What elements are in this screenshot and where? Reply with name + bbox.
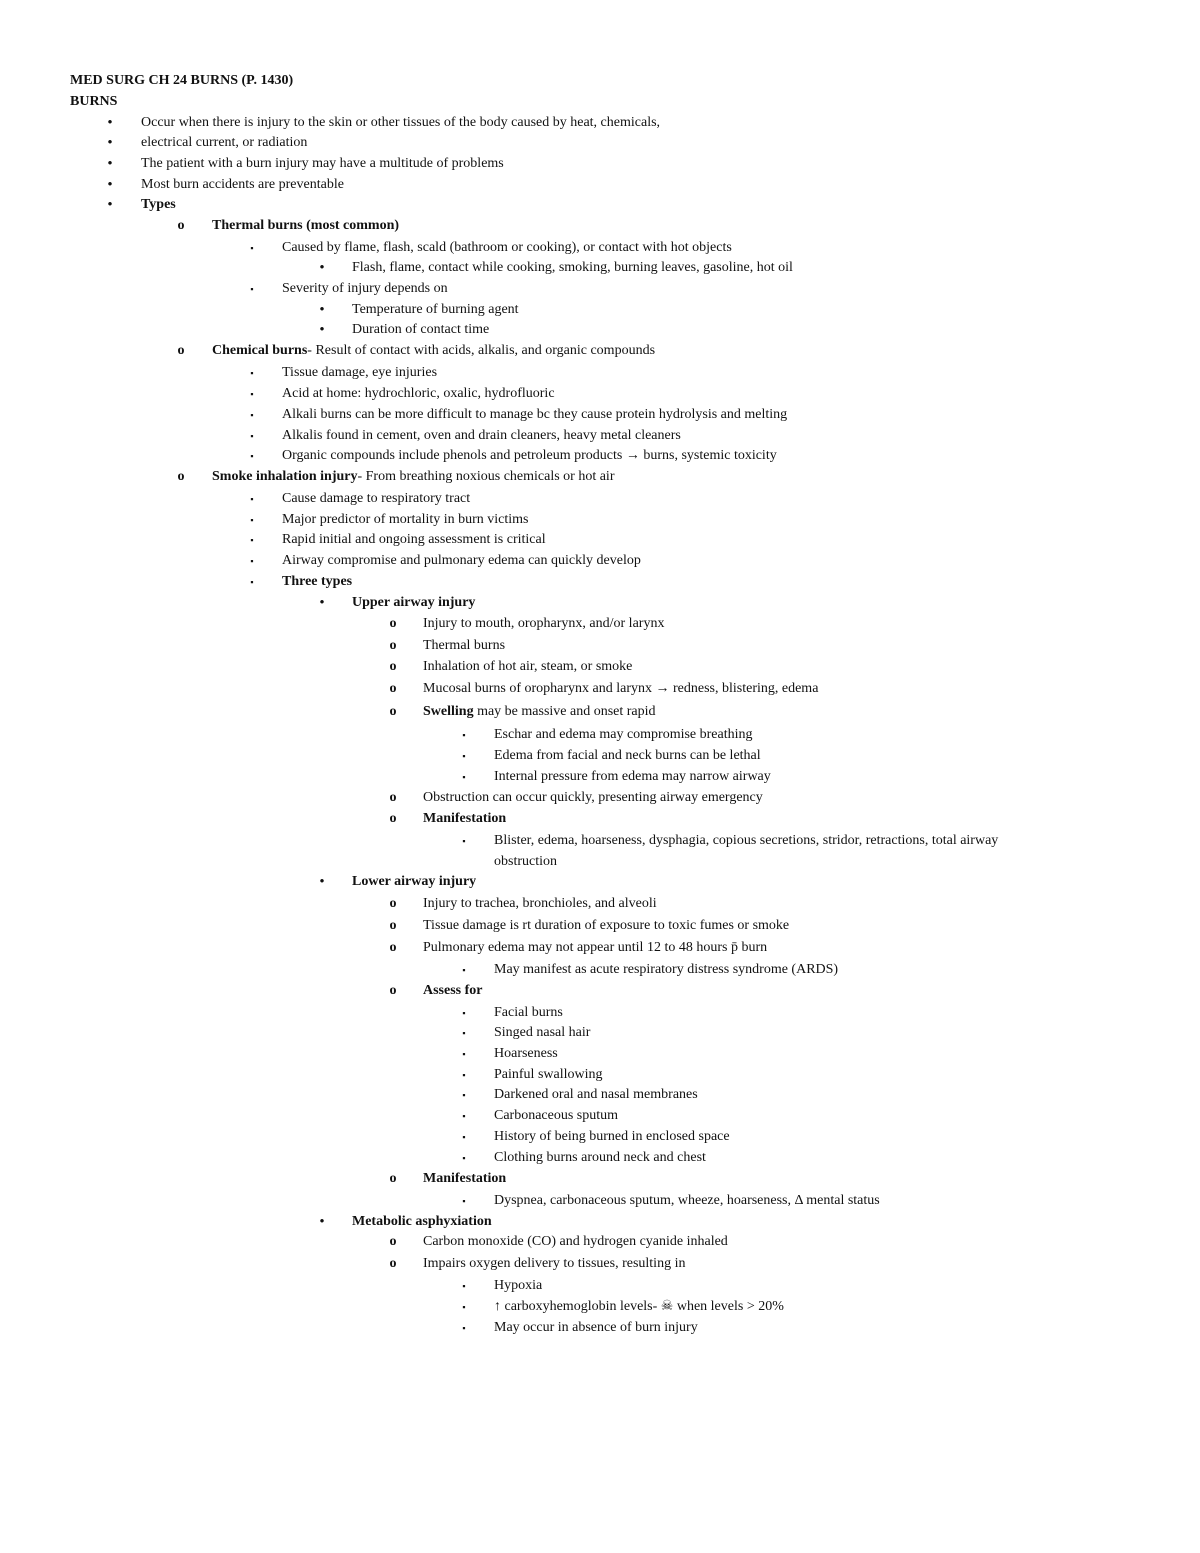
outline-line <box>0 572 1140 592</box>
outline-line <box>0 195 1140 215</box>
line-text: - Result of contact with acids, alkalis, and organic compounds <box>307 343 656 358</box>
bullet-marker: ▪ <box>462 1028 466 1038</box>
bold-term: Three types <box>282 574 353 589</box>
section-heading <box>0 92 1140 112</box>
outline-line-text <box>282 446 777 466</box>
outline-line <box>0 300 1140 320</box>
bullet-marker: ▪ <box>462 751 466 761</box>
bullet-marker: ▪ <box>250 410 254 420</box>
bullet-marker: ▪ <box>462 1111 466 1121</box>
bullet-marker: ▪ <box>462 1302 466 1312</box>
outline-line <box>0 809 1140 829</box>
outline-line <box>0 363 1140 383</box>
bullet-marker: o <box>389 704 397 719</box>
line-text: May occur in absence of burn injury <box>494 1320 698 1335</box>
line-text: Alkali burns can be more difficult to manage bc they cause protein hydrolysis and melting <box>282 407 788 422</box>
outline-line-text <box>141 113 660 133</box>
outline-line-text <box>494 1085 698 1105</box>
outline-line <box>0 489 1140 509</box>
bullet-marker: • <box>107 135 113 151</box>
outline-line-text <box>212 467 614 487</box>
bullet-marker: ▪ <box>250 368 254 378</box>
bullet-marker: ▪ <box>462 1070 466 1080</box>
line-text: Inhalation of hot air, steam, or smoke <box>423 659 633 674</box>
outline-line-text <box>141 154 504 174</box>
outline-line-text <box>423 614 664 634</box>
outline-line <box>0 279 1140 299</box>
outline-line <box>0 614 1140 634</box>
outline-line <box>0 593 1140 613</box>
outline-line <box>0 320 1140 340</box>
outline-line-text <box>423 894 657 914</box>
bullet-marker: o <box>177 343 185 358</box>
line-text: Tissue damage, eye injuries <box>282 365 438 380</box>
bullet-marker: ▪ <box>462 836 466 846</box>
line-text: Impairs oxygen delivery to tissues, resulting in <box>423 1256 686 1271</box>
line-text: Darkened oral and nasal membranes <box>494 1087 698 1102</box>
bold-term: Assess for <box>423 983 483 998</box>
bullet-marker: • <box>107 197 113 213</box>
outline-line-text <box>352 300 519 320</box>
bullet-marker: o <box>177 218 185 233</box>
line-text: Eschar and edema may compromise breathing <box>494 727 753 742</box>
line-text: Most burn accidents are preventable <box>141 177 344 192</box>
bullet-marker: o <box>389 638 397 653</box>
outline-line-text <box>423 636 505 656</box>
line-text: Duration of contact time <box>352 322 490 337</box>
bullet-marker: ▪ <box>462 1153 466 1163</box>
bullet-marker: ▪ <box>250 556 254 566</box>
outline-line-text <box>282 510 529 530</box>
outline-line-text <box>352 593 475 613</box>
outline-line-text <box>423 1169 506 1189</box>
line-text: ↑ carboxyhemoglobin levels- ☠ when levels > 20% <box>494 1299 784 1314</box>
bullet-marker: ▪ <box>250 451 254 461</box>
bullet-marker: • <box>319 595 325 611</box>
line-text: Organic compounds include phenols and petroleum products → burns, systemic toxicity <box>282 448 777 463</box>
outline-line-text <box>282 572 352 592</box>
bold-term: Upper airway injury <box>352 595 476 610</box>
outline-line-text <box>423 1232 728 1252</box>
bullet-marker: • <box>319 874 325 890</box>
bullet-marker: ▪ <box>462 1196 466 1206</box>
outline-line-text <box>494 831 998 851</box>
line-text: Rapid initial and ongoing assessment is critical <box>282 532 546 547</box>
outline-line-text <box>494 960 838 980</box>
bullet-marker: o <box>389 790 397 805</box>
bullet-marker: o <box>389 918 397 933</box>
outline-line-text <box>141 175 344 195</box>
outline-line <box>0 530 1140 550</box>
outline-line <box>0 679 1140 699</box>
line-text: Severity of injury depends on <box>282 281 448 296</box>
bold-term: Lower airway injury <box>352 874 477 889</box>
outline-line <box>0 1191 1140 1211</box>
outline-line-text <box>352 258 793 278</box>
bullet-marker: • <box>319 260 325 276</box>
bullet-marker: ▪ <box>250 389 254 399</box>
bullet-marker: ▪ <box>250 243 254 253</box>
line-text: Facial burns <box>494 1005 563 1020</box>
outline-line-text <box>282 405 787 425</box>
outline-line <box>0 1276 1140 1296</box>
outline-line <box>0 1003 1140 1023</box>
outline-line-text <box>282 279 448 299</box>
outline-line-text <box>494 1065 603 1085</box>
bullet-marker: ▪ <box>462 1090 466 1100</box>
bold-term: Types <box>141 197 176 212</box>
bullet-marker: ▪ <box>250 577 254 587</box>
bullet-marker: o <box>389 811 397 826</box>
line-text: Hypoxia <box>494 1278 543 1293</box>
outline-line <box>0 960 1140 980</box>
outline-line <box>0 1085 1140 1105</box>
line-text: Occur when there is injury to the skin or other tissues of the body caused by heat, chemicals, <box>141 115 661 130</box>
bold-term: Smoke inhalation injury <box>212 469 358 484</box>
outline-line-text <box>494 1191 880 1211</box>
outline-line-text <box>352 1212 492 1232</box>
bullet-marker: ▪ <box>462 1008 466 1018</box>
outline-line <box>0 636 1140 656</box>
line-text: Hoarseness <box>494 1046 558 1061</box>
line-text: Caused by flame, flash, scald (bathroom or cooking), or contact with hot objects <box>282 240 732 255</box>
line-text: Flash, flame, contact while cooking, smoking, burning leaves, gasoline, hot oil <box>352 260 793 275</box>
line-text: Alkalis found in cement, oven and drain cleaners, heavy metal cleaners <box>282 428 681 443</box>
page-title-text: MED SURG CH 24 BURNS (P. 1430) <box>70 73 294 88</box>
outline-line-text <box>494 1148 706 1168</box>
line-text: - From breathing noxious chemicals or hot air <box>357 469 615 484</box>
line-text: Injury to mouth, oropharynx, and/or larynx <box>423 616 665 631</box>
outline-line <box>0 1065 1140 1085</box>
line-text: Tissue damage is rt duration of exposure to toxic fumes or smoke <box>423 918 790 933</box>
outline-line <box>0 1169 1140 1189</box>
bold-term: Manifestation <box>423 1171 507 1186</box>
outline-line <box>0 1254 1140 1274</box>
bullet-marker: o <box>389 659 397 674</box>
outline-line <box>0 238 1140 258</box>
bullet-marker: ▪ <box>250 431 254 441</box>
outline-line-text <box>494 1297 784 1317</box>
outline-line <box>0 894 1140 914</box>
outline-line-text <box>423 981 483 1001</box>
outline-line-text <box>282 363 437 383</box>
line-text: Obstruction can occur quickly, presenting airway emergency <box>423 790 763 805</box>
outline-line <box>0 426 1140 446</box>
outline-line <box>0 981 1140 1001</box>
outline-line-text <box>423 938 767 958</box>
line-text: History of being burned in enclosed space <box>494 1129 730 1144</box>
bullet-marker: • <box>107 115 113 131</box>
outline-line <box>0 702 1140 722</box>
line-text: Mucosal burns of oropharynx and larynx → redness, blistering, edema <box>423 681 819 696</box>
line-text: may be massive and onset rapid <box>473 704 656 719</box>
outline-line <box>0 1297 1140 1317</box>
outline-line-text <box>141 133 307 153</box>
line-text: Pulmonary edema may not appear until 12 to 48 hours p̄ burn <box>423 940 768 955</box>
outline-line <box>0 551 1140 571</box>
line-text: Singed nasal hair <box>494 1025 591 1040</box>
outline-line <box>0 133 1140 153</box>
outline-line <box>0 767 1140 787</box>
outline-line-text <box>352 872 476 892</box>
outline-line-text <box>423 1254 685 1274</box>
line-text: obstruction <box>494 854 557 869</box>
outline-line-text <box>282 530 546 550</box>
outline-line <box>0 1044 1140 1064</box>
outline-line <box>0 341 1140 361</box>
outline-line <box>0 852 1140 872</box>
outline-line <box>0 657 1140 677</box>
bold-term: Manifestation <box>423 811 507 826</box>
line-text: Acid at home: hydrochloric, oxalic, hydrofluoric <box>282 386 555 401</box>
line-text: Clothing burns around neck and chest <box>494 1150 706 1165</box>
bold-term: Swelling <box>423 704 474 719</box>
line-text: May manifest as acute respiratory distress syndrome (ARDS) <box>494 962 839 977</box>
outline-line-text <box>141 195 176 215</box>
bullet-marker: • <box>319 302 325 318</box>
outline-line <box>0 831 1140 851</box>
outline-line-text <box>423 809 506 829</box>
line-text: Thermal burns <box>423 638 506 653</box>
outline-line <box>0 1023 1140 1043</box>
outline-line <box>0 746 1140 766</box>
bullet-marker: ▪ <box>462 965 466 975</box>
bullet-marker: • <box>107 177 113 193</box>
outline-line-text <box>282 238 732 258</box>
outline-line <box>0 1106 1140 1126</box>
bullet-marker: ▪ <box>250 515 254 525</box>
bullet-marker: ▪ <box>250 494 254 504</box>
line-text: Internal pressure from edema may narrow airway <box>494 769 771 784</box>
line-text: Carbonaceous sputum <box>494 1108 619 1123</box>
outline-line <box>0 467 1140 487</box>
outline-line-text <box>282 426 681 446</box>
outline-line <box>0 216 1140 236</box>
outline-line-text <box>423 657 632 677</box>
bullet-marker: o <box>389 1256 397 1271</box>
outline-line-text <box>423 916 789 936</box>
bullet-marker: • <box>107 156 113 172</box>
page-title <box>0 71 1140 91</box>
line-text: electrical current, or radiation <box>141 135 308 150</box>
bullet-marker: o <box>389 1171 397 1186</box>
outline-line-text <box>494 767 771 787</box>
outline-line <box>0 938 1140 958</box>
outline-line-text <box>494 1276 542 1296</box>
line-text: Blister, edema, hoarseness, dysphagia, copious secretions, stridor, retractions, total airway <box>494 833 999 848</box>
bullet-marker: ▪ <box>462 1132 466 1142</box>
bold-term: Thermal burns (most common) <box>212 218 400 233</box>
outline-line-text <box>494 1318 698 1338</box>
bold-term: Chemical burns <box>212 343 308 358</box>
outline-line <box>0 725 1140 745</box>
outline-line-text <box>494 1106 618 1126</box>
bullet-marker: ▪ <box>462 1281 466 1291</box>
line-text: Cause damage to respiratory tract <box>282 491 471 506</box>
outline-line <box>0 1212 1140 1232</box>
line-text: Edema from facial and neck burns can be lethal <box>494 748 761 763</box>
bullet-marker: o <box>177 469 185 484</box>
line-text: Major predictor of mortality in burn victims <box>282 512 529 527</box>
outline-line-text <box>494 1127 730 1147</box>
outline-line <box>0 510 1140 530</box>
bullet-marker: ▪ <box>462 730 466 740</box>
bullet-marker: • <box>319 322 325 338</box>
bullet-marker: o <box>389 616 397 631</box>
line-text: Dyspnea, carbonaceous sputum, wheeze, hoarseness, Δ mental status <box>494 1193 880 1208</box>
line-text: The patient with a burn injury may have a multitude of problems <box>141 156 504 171</box>
line-text: Airway compromise and pulmonary edema can quickly develop <box>282 553 641 568</box>
outline-line <box>0 788 1140 808</box>
bullet-marker: ▪ <box>250 284 254 294</box>
outline-line-text <box>423 679 818 699</box>
outline-line-text <box>282 551 641 571</box>
outline-line-text <box>494 725 753 745</box>
outline-line <box>0 113 1140 133</box>
outline-line-text <box>423 788 763 808</box>
outline-line-text <box>282 384 555 404</box>
outline-line-text <box>494 852 557 872</box>
outline-line <box>0 154 1140 174</box>
bullet-marker: o <box>389 1234 397 1249</box>
bullet-marker: ▪ <box>462 1049 466 1059</box>
line-text: Carbon monoxide (CO) and hydrogen cyanide inhaled <box>423 1234 728 1249</box>
bullet-marker: • <box>319 1214 325 1230</box>
outline-line <box>0 916 1140 936</box>
bullet-marker: ▪ <box>462 1323 466 1333</box>
bullet-marker: ▪ <box>462 772 466 782</box>
outline-line-text <box>423 702 656 722</box>
outline-line <box>0 446 1140 466</box>
outline-line-text <box>494 1023 590 1043</box>
outline-line <box>0 1148 1140 1168</box>
outline-line <box>0 1127 1140 1147</box>
outline-line <box>0 175 1140 195</box>
bullet-marker: ▪ <box>250 535 254 545</box>
bullet-marker: o <box>389 940 397 955</box>
outline-line-text <box>494 1044 558 1064</box>
outline-line <box>0 405 1140 425</box>
bullet-marker: o <box>389 983 397 998</box>
outline-line-text <box>494 746 761 766</box>
bullet-marker: o <box>389 896 397 911</box>
section-heading-text: BURNS <box>70 94 118 109</box>
outline-line-text <box>352 320 489 340</box>
outline-line-text <box>494 1003 563 1023</box>
bullet-marker: o <box>389 681 397 696</box>
line-text: Injury to trachea, bronchioles, and alveoli <box>423 896 657 911</box>
outline-line-text <box>212 341 655 361</box>
outline-line <box>0 1318 1140 1338</box>
outline-line <box>0 872 1140 892</box>
outline-line-text <box>282 489 470 509</box>
line-text: Temperature of burning agent <box>352 302 519 317</box>
outline-line <box>0 1232 1140 1252</box>
outline-line-text <box>212 216 399 236</box>
bold-term: Metabolic asphyxiation <box>352 1214 492 1229</box>
line-text: Painful swallowing <box>494 1067 603 1082</box>
outline-line <box>0 258 1140 278</box>
outline-line <box>0 384 1140 404</box>
